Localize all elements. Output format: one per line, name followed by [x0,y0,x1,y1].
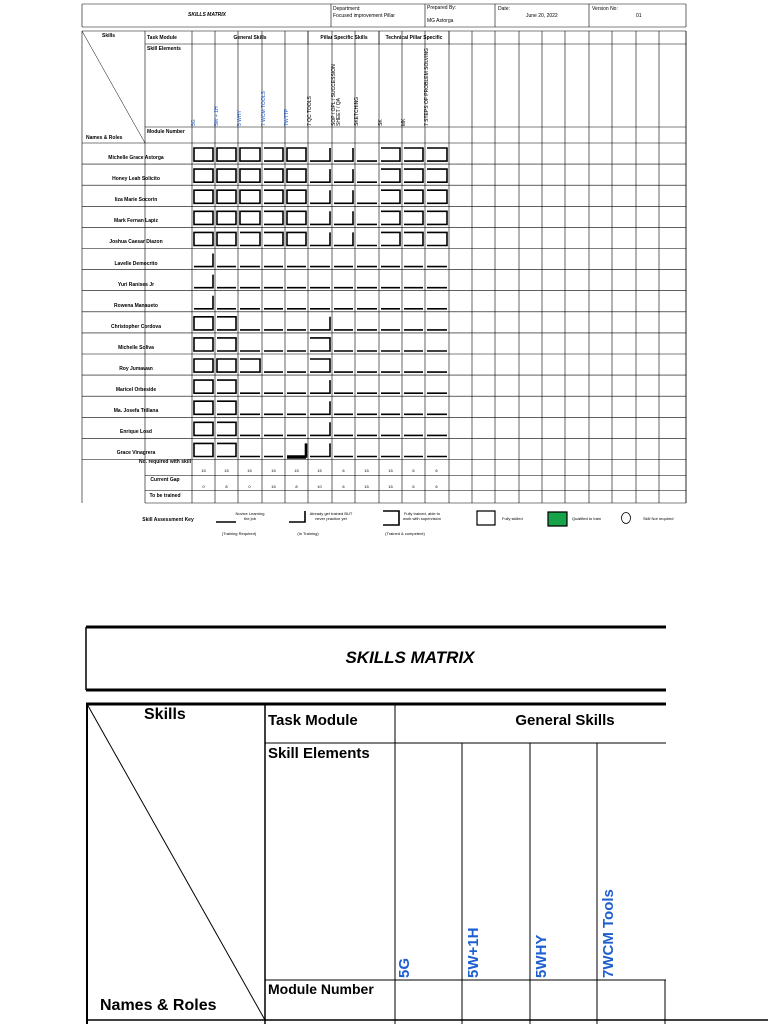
prepared-value: MG Astorga [427,18,454,24]
skill-mark [310,232,330,245]
skill-mark [217,338,236,351]
zoom-col-5g: 5G [396,957,413,978]
skill-mark [264,148,283,161]
skill-mark [194,190,213,203]
skill-mark [194,380,213,393]
zoom-skill-elements-label: Skill Elements [268,745,370,762]
skill-mark [217,380,236,393]
skill-mark [217,232,236,245]
skill-mark [194,296,213,309]
skill-mark [404,169,423,182]
skill-mark [194,148,213,161]
skill-mark [310,422,330,435]
skill-mark [404,190,423,203]
skill-mark [217,190,236,203]
gap-value: 0 [248,483,251,489]
skill-header-7steps: 7 STEPS OF PROBLEM SOLVING [424,48,430,126]
skill-header-sop: SOP / OPL / SUCCESSION SHEET / QA [331,64,342,126]
skill-header-7wcm: 7 WCM TOOLS [261,91,267,126]
person-name: Enrique Losd [120,429,152,436]
skill-mark [240,169,260,182]
required-value: 6 [342,467,345,473]
gap-value: 15 [388,483,393,489]
skill-mark [240,232,260,245]
skill-mark [194,338,213,351]
required-value: 15 [388,467,393,473]
person-name: Mark Fernan Lapiz [114,218,158,225]
skill-mark [334,190,353,203]
module-number-label: Module Number [147,129,185,135]
skill-mark [427,169,447,182]
current-gap-label: Current Gap [150,477,180,483]
zoom-skills-label: Skills [144,706,186,723]
skill-mark [310,148,330,161]
skill-mark [194,422,213,435]
zoom-task-module-label: Task Module [268,712,358,729]
skill-elements-label: Skill Elements [147,46,181,52]
skill-mark [404,211,423,224]
person-name: Christopher Cordova [110,323,161,330]
skill-mark [404,148,423,161]
skill-mark [310,338,330,351]
skill-mark [381,148,400,161]
date-value: June 20, 2022 [526,13,558,19]
group-technical-skills: Technical Pillar Specific [385,35,443,41]
zoom-general-skills-label: General Skills [515,712,615,729]
skill-mark [310,443,330,456]
required-value: 15 [271,467,276,473]
zoom-col-5w1h: 5W+1H [465,927,482,978]
legend-novice-sub: (Training Required) [221,531,257,536]
zoom-title: SKILLS MATRIX [345,648,475,667]
skill-mark [194,275,213,288]
zoom-names-roles-label: Names & Roles [100,997,217,1014]
skill-mark [264,169,283,182]
skill-mark [264,232,283,245]
skill-mark [310,190,330,203]
skill-mark [217,211,236,224]
group-pillar-skills: Pillar Specific Skills [320,35,368,41]
group-general-skills: General Skills [233,35,267,41]
skill-mark [334,148,353,161]
skill-header-5w1h: 5W + 1H [214,106,220,126]
skill-header-7qc: 7 QC TOOLS [307,96,313,126]
prepared-label: Prepared By: [427,5,457,11]
skill-mark [194,401,213,414]
gap-value: 10 [317,483,322,489]
skill-mark [240,190,260,203]
skill-mark [194,359,213,372]
skill-mark [334,211,353,224]
skill-mark [240,148,260,161]
required-value: 15 [247,467,252,473]
person-name: Lavelle Democrito [114,260,158,267]
skill-mark [194,317,213,330]
required-value: 15 [294,467,299,473]
legend-fully-skilled-symbol [477,511,495,525]
legend-not-required-text: Skill Not required [643,516,674,521]
person-name: Iiza Marie Socorin [114,197,158,204]
skill-mark [217,169,236,182]
department-value: Focused improvement Pillar [333,13,395,19]
skill-mark [287,190,306,203]
version-value: 01 [636,13,642,19]
gap-value: 15 [364,483,369,489]
skill-mark [404,232,423,245]
skill-mark [287,232,306,245]
legend-in-training-symbol [289,511,305,522]
legend-novice-text: Novice Learning the job [235,511,265,521]
sheet-title: SKILLS MATRIX [188,12,226,18]
person-name: Honey Leah Solicito [112,176,160,183]
skill-header-sketching: SKETCHING [354,96,360,126]
skill-mark [334,169,353,182]
skill-mark [264,190,283,203]
zoom-module-number-label: Module Number [268,981,374,997]
skill-mark [240,211,260,224]
skill-mark [427,148,447,161]
person-name: Maricel Orbeside [115,387,157,394]
skill-mark [240,359,260,372]
skill-header-sk: SK [378,119,384,126]
skill-mark [217,443,236,456]
names-roles-label: Names & Roles [86,135,123,141]
skill-mark [217,359,236,372]
skill-mark [310,317,330,330]
skill-mark [194,211,213,224]
required-value: 15 [224,467,229,473]
skill-mark [194,169,213,182]
skill-header-twttp: TWTTP [284,108,290,126]
legend-not-required-symbol [622,513,631,524]
skills-corner-label: Skills [102,33,116,39]
skill-mark [310,211,330,224]
skill-mark [194,254,213,267]
skill-mark [381,232,400,245]
skill-mark [217,422,236,435]
skill-mark [427,232,447,245]
date-label: Date: [498,6,510,12]
skill-mark [310,401,330,414]
skill-mark [381,211,400,224]
legend-qualified-symbol [548,512,567,526]
skill-mark [310,169,330,182]
skill-mark [194,443,213,456]
skill-mark [310,380,330,393]
zoom-col-5why: 5WHY [533,934,550,978]
skill-mark [287,148,306,161]
required-value: 15 [317,467,322,473]
person-name: Grace Vinagrera [116,450,156,457]
gap-value: 0 [202,483,205,489]
skill-mark [381,169,400,182]
skill-mark [217,401,236,414]
gap-value: 15 [271,483,276,489]
legend-in-training-sub: (In Training) [297,531,319,536]
skill-mark [427,211,447,224]
legend-trained-symbol [383,511,399,525]
legend-fully-skilled-text: Fully skilled [502,516,523,521]
required-value: 15 [364,467,369,473]
person-name: Michelle Grace Astorga [108,155,164,161]
person-name: Roy Jumawan [119,366,153,372]
skill-mark [381,190,400,203]
legend-trained-text: Fully trained, able to work with supervision [402,511,441,521]
legend-qualified-text: Qualified to train [572,516,602,521]
skill-mark [287,169,306,182]
gap-value: 6 [342,483,345,489]
gap-value: 6 [435,483,438,489]
task-module-label: Task Module [147,35,177,41]
required-value: 6 [412,467,415,473]
skill-header-5g: 5G [191,119,197,126]
legend-in-training-text: Already get trained BUT never practice yet [309,511,353,521]
gap-value: 8 [295,483,298,489]
to-be-trained-label: To be trained [149,493,181,499]
skill-mark [310,359,330,372]
skill-mark [334,232,353,245]
zoomed-header-grid [0,620,768,1024]
person-name: Joshua Caesar Diazon [109,239,163,246]
skill-mark [217,317,236,330]
person-name: Rowena Manaueto [114,302,158,309]
gap-value: 8 [225,483,228,489]
skill-mark [287,211,306,224]
skill-mark [427,190,447,203]
skill-header-5why: 5 WHY [237,110,243,126]
skill-mark [217,148,236,161]
legend-title: Skill Assessment Key [142,517,194,523]
department-label: Department: [333,6,361,12]
legend-trained-sub: (Trained & competent) [385,531,425,536]
version-label: Version No: [592,6,618,12]
required-value: 6 [435,467,438,473]
person-name: Michelle Soliva [118,344,154,351]
required-value: 15 [201,467,206,473]
skill-mark [264,211,283,224]
person-name: Ma. Josefa Trillana [113,408,159,415]
skill-mark [194,232,213,245]
gap-value: 6 [412,483,415,489]
required-label: No. required with skill [139,459,191,465]
person-name: Yuri Ranises Jr [117,281,155,288]
skill-header-mk: MK [401,118,407,126]
skill-mark [287,443,306,457]
zoom-col-7wcm: 7WCM Tools [600,889,617,978]
